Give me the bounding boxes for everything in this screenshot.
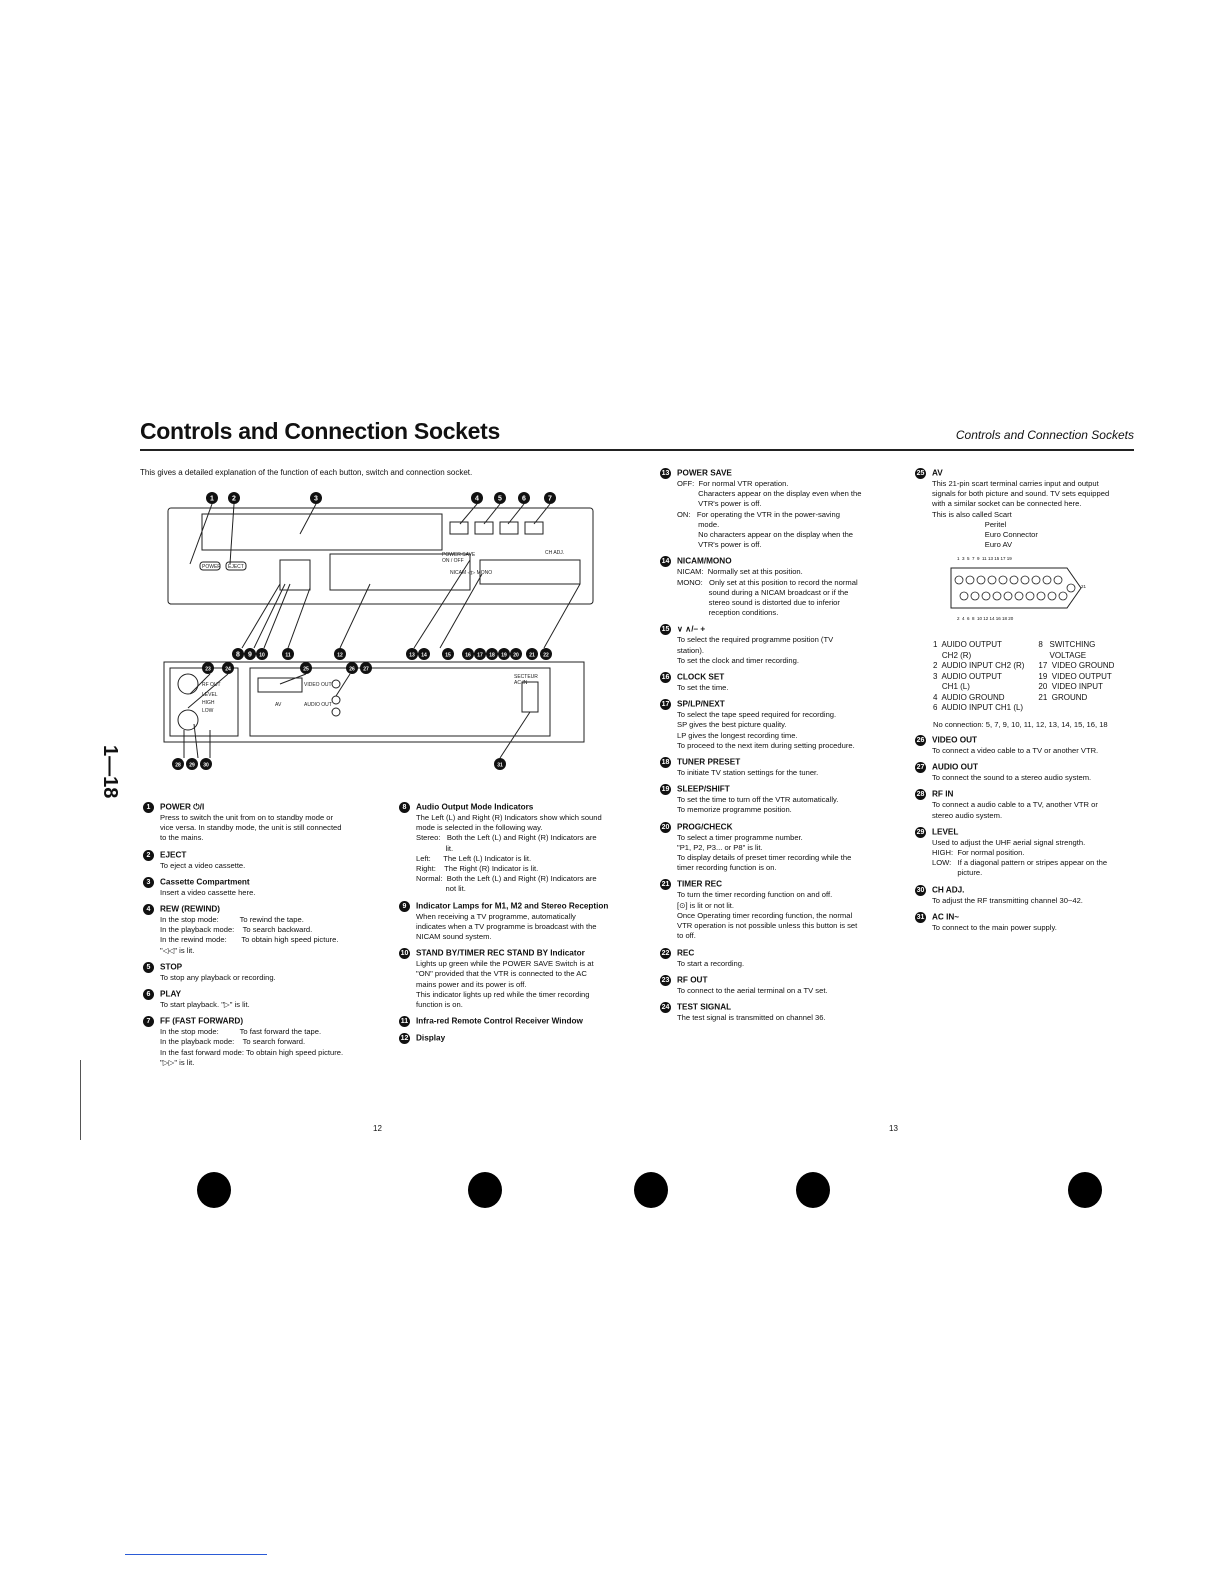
callout-label-31: 31 [497, 762, 503, 769]
callout-label-19: 19 [501, 652, 507, 659]
rf-in-jack [178, 710, 198, 730]
bottom-link-line [125, 1554, 267, 1555]
section-6 [143, 989, 373, 1010]
margin-line [80, 1060, 81, 1140]
scart-pinout-diagram [935, 556, 1135, 632]
section-heading: REC [677, 948, 695, 958]
audio-out-l-jack [332, 696, 340, 704]
scart-pin [1015, 592, 1023, 600]
section-body: To turn the timer recording function on and off. [⊙] is lit or not lit. Once Operating timer recording function, the normal VTR operation is not possible unless this button is set to off. [677, 890, 858, 941]
scart-pin [1059, 592, 1067, 600]
section-number: 6 [143, 989, 154, 1000]
callout-label-27: 27 [363, 666, 369, 673]
section-number: 7 [143, 1016, 154, 1027]
callout-label-22: 22 [543, 652, 549, 659]
section-24 [660, 1002, 900, 1023]
callout-label-29: 29 [189, 762, 195, 769]
section-number: 15 [661, 626, 670, 634]
section-23 [660, 975, 900, 996]
section-body: The Left (L) and Right (R) Indicators show which sound mode is selected in the following way. Stereo: Both the Left (L) and Right (R) Indicators are lit. Left: The Left (L) Indicator is lit. Right: The Right (R) Indicator is lit. Normal: Both the Left (L) and Right (R) Indicators are not lit. [416, 813, 602, 894]
section-body: NICAM: Normally set at this position. MONO: Only set at this position to record the normal sound during a NICAM broadcast or if the stereo sound is distorted due to inferior reception conditions. [677, 567, 858, 618]
scart-pin [1010, 576, 1018, 584]
callout-label-17: 17 [477, 652, 483, 659]
section-body: To set the time to turn off the VTR automatically. To memorize programme position. [677, 795, 839, 815]
section-heading: AC IN~ [932, 912, 960, 922]
section-heading: STAND BY/TIMER REC STAND BY Indicator [416, 948, 585, 958]
section-heading: LEVEL [932, 827, 959, 837]
scart-socket [258, 678, 302, 692]
section-body: To select a timer programme number. "P1, P2, P3... or P8" is lit. To display details of preset timer recording while the timer recording function is on. [677, 832, 852, 873]
section-9 [399, 901, 635, 943]
low-label: LOW [202, 708, 214, 714]
binding-hole [634, 1172, 668, 1208]
section-number: 1 [143, 802, 154, 813]
section-1 [143, 802, 373, 844]
section-number: 20 [661, 823, 670, 831]
scart-pin [1054, 576, 1062, 584]
callout-label-8: 8 [236, 651, 240, 659]
section-11 [399, 1016, 635, 1027]
callout-label-9: 9 [248, 651, 252, 659]
scart-pin [1067, 584, 1075, 592]
scart-pin [999, 576, 1007, 584]
section-heading: NICAM/MONO [677, 557, 732, 567]
section-7 [143, 1016, 373, 1068]
section-heading: STOP [160, 962, 183, 972]
section-body: To connect to the main power supply. [932, 922, 1057, 932]
section-heading: EJECT [160, 850, 187, 860]
callout-label-13: 13 [409, 652, 415, 659]
column-1 [143, 802, 373, 1074]
callout-label-21: 21 [529, 652, 535, 659]
section-number: 17 [661, 701, 670, 709]
callout-label-4: 4 [475, 495, 479, 503]
section-heading: REW (REWIND) [160, 904, 221, 914]
scart-pin [966, 576, 974, 584]
section-number: 22 [661, 949, 670, 957]
control-panel [480, 560, 580, 584]
section-body: Used to adjust the UHF aerial signal strength. HIGH: For normal position. LOW: If a diagonal pattern or stripes appear on the picture. [932, 837, 1108, 878]
section-8 [399, 802, 635, 895]
video-out-label: VIDEO OUT [304, 682, 332, 688]
ac-in-socket [522, 682, 538, 712]
section-body: To adjust the RF transmitting channel 30~42. [932, 895, 1083, 905]
ac-in-label: SECTEUR AC IN [514, 674, 538, 686]
section-body: To eject a video cassette. [160, 860, 246, 870]
section-number: 24 [661, 1003, 670, 1011]
section-body: To connect to the aerial terminal on a TV set. [677, 985, 828, 995]
section-30 [915, 885, 1135, 906]
section-body: When receiving a TV programme, automatically indicates when a TV programme is broadcast with the NICAM sound system. [416, 911, 597, 942]
section-body: In the stop mode: To rewind the tape. In the playback mode: To search backward. In the rewind mode: To obtain high speed picture. "◁◁" is lit. [160, 915, 339, 955]
page-number-left: 12 [373, 1124, 382, 1133]
section-number: 12 [400, 1035, 409, 1043]
callout-label-26: 26 [349, 666, 355, 673]
section-body: To connect a video cable to a TV or another VTR. [932, 745, 1099, 755]
section-29 [915, 827, 1135, 879]
callout-label-6: 6 [522, 495, 526, 503]
callout-label-16: 16 [465, 652, 471, 659]
callout-label-24: 24 [225, 666, 231, 673]
section-31 [915, 912, 1135, 933]
section-heading: POWER ⏻/I [160, 802, 205, 812]
section-heading: TIMER REC [677, 880, 723, 890]
section-heading: PROG/CHECK [677, 822, 733, 832]
scart-pin [971, 592, 979, 600]
section-body: To select the tape speed required for recording. SP gives the best picture quality. LP gives the longest recording time. To proceed to the next item during setting procedure. [677, 710, 855, 750]
section-body: To start playback. "▷" is lit. [160, 1000, 250, 1010]
section-number: 30 [916, 886, 925, 894]
section-body: Press to switch the unit from on to standby mode or vice versa. In standby mode, the unit is still connected to the mains. [160, 813, 342, 843]
section-number: 26 [916, 736, 925, 744]
section-5 [143, 962, 373, 983]
section-25 [915, 468, 1135, 550]
section-number: 25 [916, 470, 925, 477]
section-number: 21 [661, 881, 670, 889]
callout-label-28: 28 [175, 762, 181, 769]
section-heading: POWER SAVE [677, 468, 732, 478]
section-heading: Infra-red Remote Control Receiver Window [416, 1016, 583, 1026]
section-heading: Cassette Compartment [160, 877, 250, 887]
section-heading: PLAY [160, 989, 182, 999]
section-number: 10 [400, 950, 409, 958]
section-18 [660, 757, 900, 778]
callout-label-15: 15 [445, 652, 451, 659]
section-body: To connect the sound to a stereo audio system. [932, 773, 1092, 783]
page-number-right: 13 [889, 1124, 898, 1133]
column-3 [660, 468, 900, 1029]
section-heading: Audio Output Mode Indicators [416, 802, 534, 812]
section-body: This 21-pin scart terminal carries input and output signals for both picture and sound. TV sets equipped with a similar socket can be connected here. This is also called Scart Peritel Euro Connector Euro AV [932, 479, 1110, 550]
binding-hole [468, 1172, 502, 1208]
pin-numbers-bottom: 2 4 6 8 10 12 14 16 18 20 [957, 616, 1014, 622]
section-number: 2 [143, 850, 154, 861]
scart-pin [1026, 592, 1034, 600]
section-number: 8 [399, 802, 410, 813]
section-20 [660, 822, 900, 874]
section-4 [143, 904, 373, 956]
callout-label-12: 12 [337, 652, 343, 659]
section-number: 3 [143, 877, 154, 888]
section-heading: TEST SIGNAL [677, 1002, 732, 1012]
section-body: To stop any playback or recording. [160, 972, 276, 982]
section-body: Insert a video cassette here. [160, 887, 256, 897]
section-body: In the stop mode: To fast forward the tape. In the playback mode: To search forward. In the fast forward mode: To obtain high speed picture. "▷▷" is lit. [160, 1027, 344, 1067]
scart-pin [1037, 592, 1045, 600]
section-28 [915, 789, 1135, 820]
scart-pin [955, 576, 963, 584]
callout-label-1: 1 [210, 495, 214, 503]
section-number: 13 [661, 470, 670, 477]
section-number: 19 [661, 786, 670, 794]
callout-label-2: 2 [232, 495, 236, 503]
pin-21-label: 21 [1081, 584, 1087, 590]
nicam-label: NICAM ◁▷ MONO [450, 570, 493, 576]
section-17 [660, 699, 900, 751]
section-number: 11 [400, 1018, 409, 1026]
title-rule [140, 449, 1134, 451]
section-number: 16 [661, 674, 670, 682]
vcr-diagram [150, 484, 600, 784]
section-heading: SP/LP/NEXT [677, 699, 725, 709]
section-14 [660, 556, 900, 618]
scart-pin [1004, 592, 1012, 600]
section-26 [915, 735, 1135, 756]
section-16 [660, 672, 900, 693]
scart-pin [1043, 576, 1051, 584]
callout-label-7: 7 [548, 495, 552, 503]
rf-out-label: RF OUT [202, 682, 221, 688]
column-4 [915, 468, 1135, 939]
pin-list-left: 1 AUIDO OUTPUT CH2 (R) 2 AUDIO INPUT CH2 (R) 3 AUDIO OUTPUT CH1 (L) 4 AUDIO GROUND 6 AUDIO INPUT CH1 (L) [933, 640, 1025, 713]
section-body: The test signal is transmitted on channel 36. [677, 1012, 826, 1022]
callout-label-30: 30 [203, 762, 209, 769]
running-title: Controls and Connection Sockets [955, 428, 1134, 442]
section-22 [660, 948, 900, 969]
scart-pin [960, 592, 968, 600]
section-body: To set the time. [677, 683, 729, 693]
section-heading: Display [416, 1033, 446, 1043]
section-heading: SLEEP/SHIFT [677, 784, 730, 794]
callout-label-10: 10 [259, 652, 265, 659]
section-heading: Indicator Lamps for M1, M2 and Stereo Reception [416, 901, 609, 911]
section-heading: TUNER PRESET [677, 757, 741, 767]
column-4-sections [915, 735, 1135, 933]
callout-label-18: 18 [489, 652, 495, 659]
high-label: HIGH [202, 700, 215, 706]
no-connection-note: No connection: 5, 7, 9, 10, 11, 12, 13, 14, 15, 16, 18 [933, 719, 1108, 729]
cassette-compartment [202, 514, 442, 550]
section-number: 23 [661, 976, 670, 984]
scart-pin [1048, 592, 1056, 600]
scart-pin [982, 592, 990, 600]
eject-label: EJECT [228, 564, 244, 570]
level-label: LEVEL [202, 692, 218, 698]
section-number: 27 [916, 764, 925, 772]
callout-label-3: 3 [314, 495, 318, 503]
section-number: 4 [143, 904, 154, 915]
callout-label-23: 23 [205, 666, 211, 673]
power-save-label: POWER SAVE ON / OFF [442, 552, 476, 564]
rf-out-jack [178, 674, 198, 694]
pin-list-right: 8 SWITCHING VOLTAGE 17 VIDEO GROUND 19 VIDEO OUTPUT 20 VIDEO INPUT 21 GROUND [1038, 640, 1115, 702]
section-heading: CH ADJ. [932, 885, 965, 895]
scart-connector-icon [947, 564, 1087, 612]
play-button [500, 522, 518, 534]
power-label: POWER [202, 564, 221, 570]
section-body: OFF: For normal VTR operation. Characters appear on the display even when the VTR's power is off. ON: For operating the VTR in the power-saving mode. No characters appear on the display when the VTR's power is off. [677, 479, 862, 550]
scart-pin [977, 576, 985, 584]
intro-text: This gives a detailed explanation of the function of each button, switch and connection socket. [140, 468, 473, 477]
rew-button [450, 522, 468, 534]
section-12 [399, 1033, 635, 1044]
audio-out-r-jack [332, 708, 340, 716]
section-heading: RF IN [932, 790, 954, 799]
scart-pin [993, 592, 1001, 600]
scart-pin [1032, 576, 1040, 584]
section-body: To start a recording. [677, 958, 745, 968]
callout-label-14: 14 [421, 652, 427, 659]
scart-pin [988, 576, 996, 584]
section-number: 31 [916, 913, 925, 921]
page-title: Controls and Connection Sockets [140, 418, 501, 444]
section-27 [915, 762, 1135, 783]
callout-label-5: 5 [498, 495, 502, 503]
section-15 [660, 624, 900, 666]
section-3 [143, 877, 373, 898]
av-label: AV [275, 702, 282, 708]
section-heading: FF (FAST FORWARD) [160, 1016, 244, 1026]
section-heading: AV [932, 468, 943, 478]
section-number: 14 [661, 558, 670, 566]
section-heading: CLOCK SET [677, 672, 725, 682]
video-out-jack [332, 680, 340, 688]
section-13 [660, 468, 900, 550]
section-number: 9 [399, 901, 410, 912]
section-body: Lights up green while the POWER SAVE Switch is at "ON" provided that the VTR is connected to the AC mains power and its power is off. This indicator lights up red while the timer recording function is on. [416, 959, 594, 1010]
binding-hole [1068, 1172, 1102, 1208]
section-number: 18 [661, 759, 670, 767]
section-heading: ∨ ∧/– + [677, 625, 706, 635]
side-page-mark: 1—18 [99, 745, 121, 799]
pin-numbers-top: 1 3 5 7 9 11 13 15 17 19 [957, 556, 1012, 562]
callout-label-11: 11 [285, 652, 291, 659]
section-10 [399, 948, 635, 1010]
section-heading: RF OUT [677, 975, 708, 985]
section-body: To initiate TV station settings for the tuner. [677, 768, 819, 778]
section-number: 5 [143, 962, 154, 973]
section-number: 28 [916, 791, 925, 799]
section-heading: AUDIO OUT [932, 762, 978, 772]
section-heading: VIDEO OUT [932, 735, 978, 745]
chadj-label: CH ADJ. [545, 550, 565, 556]
section-number: 29 [916, 828, 925, 836]
column-2 [399, 802, 635, 1050]
section-body: To connect a audio cable to a TV, another VTR or stereo audio system. [932, 800, 1098, 820]
callout-label-20: 20 [513, 652, 519, 659]
section-2 [143, 850, 373, 871]
callout-label-25: 25 [303, 666, 309, 673]
section-21 [660, 879, 900, 941]
section-body: To select the required programme position (TV station). To set the clock and timer recording. [677, 635, 834, 665]
binding-hole [796, 1172, 830, 1208]
audio-out-label: AUDIO OUT [304, 702, 332, 708]
binding-hole [197, 1172, 231, 1208]
section-19 [660, 784, 900, 815]
scart-pin [1021, 576, 1029, 584]
